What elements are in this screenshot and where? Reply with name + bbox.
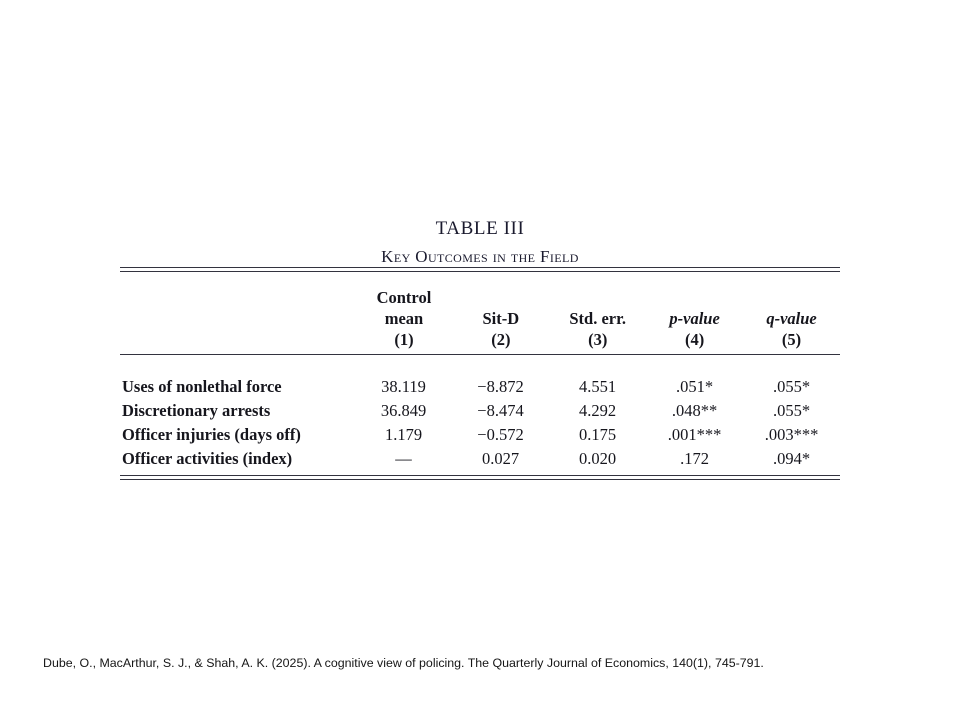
column-header-control-mean-line2: mean (384, 309, 424, 329)
cell-sit-d: −0.572 (477, 424, 524, 444)
table-header-row (120, 287, 840, 354)
column-header-q-value-label: q-value (766, 309, 817, 329)
column-header-sit-d-label: Sit-D (482, 309, 520, 329)
column-header-q-value (743, 287, 840, 354)
row-label: Officer activities (index) (122, 448, 293, 468)
cell-sit-d: 0.027 (481, 448, 520, 468)
cell-sit-d: −8.474 (477, 401, 524, 421)
table-header (120, 287, 840, 354)
column-header-sit-d (452, 287, 549, 354)
cell-q-value: .003*** (764, 424, 819, 444)
column-header-control-mean-number: (1) (394, 330, 414, 350)
column-header-std-err-number: (3) (588, 330, 608, 350)
citation-text: Dube, O., MacArthur, S. J., & Shah, A. K. (2025). A cognitive view of policing. The Quarterly Journal of Economics, 140(1), 745-791. (43, 656, 764, 670)
column-header-control-mean-line1: Control (376, 288, 432, 307)
column-header-outcome (120, 287, 356, 354)
cell-std-err: 4.292 (578, 401, 617, 421)
cell-p-value: .172 (680, 448, 709, 468)
cell-std-err: 0.020 (578, 448, 617, 468)
key-outcomes-table-body (120, 370, 840, 475)
column-header-p-value (646, 287, 743, 354)
cell-q-value: .094* (772, 448, 811, 468)
table-row (120, 399, 840, 423)
cell-p-value: .048** (671, 401, 718, 421)
cell-control-mean: 38.119 (381, 377, 426, 397)
row-label: Uses of nonlethal force (122, 377, 282, 397)
table-row (120, 423, 840, 447)
table-row (120, 447, 840, 476)
column-header-p-value-number: (4) (684, 330, 705, 350)
column-header-sit-d-number: (2) (491, 330, 511, 350)
column-header-q-value-number: (5) (781, 330, 802, 350)
table-mid-rule (120, 354, 840, 355)
table-top-rule (120, 267, 840, 272)
cell-control-mean: — (395, 448, 412, 468)
column-header-control-mean (356, 287, 453, 354)
row-label: Officer injuries (days off) (122, 424, 301, 444)
key-outcomes-table (120, 287, 840, 354)
cell-q-value: .055* (772, 377, 811, 397)
column-header-std-err-label: Std. err. (569, 309, 627, 329)
column-header-p-value-label: p-value (669, 309, 720, 329)
row-label: Discretionary arrests (122, 401, 271, 421)
cell-q-value: .055* (772, 401, 811, 421)
table-bottom-rule (120, 475, 840, 480)
cell-p-value: .051* (675, 377, 714, 397)
cell-p-value: .001*** (667, 424, 722, 444)
cell-std-err: 0.175 (578, 424, 617, 444)
table-figure (120, 218, 840, 480)
table-body (120, 370, 840, 475)
column-header-std-err (549, 287, 646, 354)
table-title: TABLE III (435, 218, 525, 239)
cell-sit-d: −8.872 (477, 377, 524, 397)
table-row (120, 370, 840, 399)
cell-control-mean: 36.849 (380, 401, 427, 421)
table-subtitle: Key Outcomes in the Field (381, 247, 579, 266)
cell-control-mean: 1.179 (384, 424, 423, 444)
cell-std-err: 4.551 (578, 377, 617, 397)
